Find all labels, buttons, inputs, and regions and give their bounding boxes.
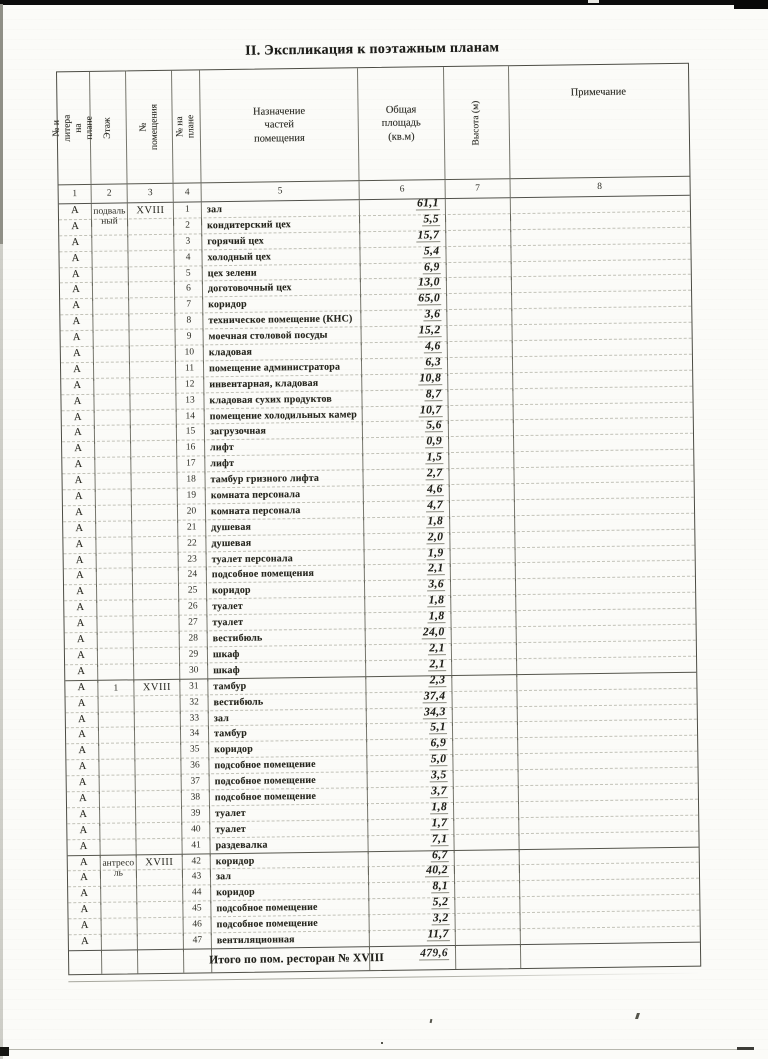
column-number: 4 (174, 183, 202, 201)
room-area-value: 5,0 (430, 753, 447, 766)
litera-value: А (63, 538, 96, 556)
room-area-value: 13,0 (418, 276, 440, 289)
litera-value: А (59, 204, 92, 227)
plan-number-value: 36 (181, 758, 209, 776)
header-area: Общая площадь (кв.м) (358, 67, 446, 180)
room-purpose: моечная столовой посуды (204, 327, 362, 347)
litera-value: А (65, 665, 98, 683)
scan-edge-top (0, 0, 768, 5)
floor-value: 1 (98, 680, 134, 698)
room-purpose: вестибюль (208, 629, 366, 649)
plan-number-value: 28 (180, 631, 208, 649)
room-area-value: 6,3 (425, 356, 442, 369)
room-purpose: цех зелени (203, 264, 361, 284)
room-purpose: комната персонала (206, 502, 364, 522)
plan-number-value: 3 (174, 234, 202, 252)
plan-number-value: 33 (181, 711, 209, 729)
plan-number-value: 34 (181, 727, 209, 745)
room-purpose: кладовая сухих продуктов (204, 391, 362, 411)
plan-number-value: 24 (179, 568, 207, 586)
room-area-value: 1,8 (431, 800, 448, 814)
room-purpose: комната персонала (206, 486, 364, 506)
litera-value: А (59, 252, 92, 270)
room-purpose: туалет персонала (207, 550, 365, 570)
scan-edge-bottom (8, 1049, 740, 1050)
plan-number-value: 31 (180, 679, 208, 697)
plan-number-value: 20 (178, 504, 206, 522)
scan-edge-notch (588, 0, 599, 3)
plan-number-value: 30 (180, 663, 208, 681)
room-area-value: 24,0 (422, 626, 445, 639)
plan-number-value: 6 (175, 282, 203, 300)
room-purpose: вентиляционная (212, 931, 370, 951)
room-area-value: 3,6 (428, 578, 445, 591)
plan-number-value: 14 (177, 409, 205, 427)
room-area-value: 1,9 (427, 546, 444, 559)
room-area-value: 5,2 (432, 896, 449, 909)
room-area-value: 1,8 (428, 610, 445, 623)
total-empty-cell (184, 949, 212, 972)
room-purpose: коридор (203, 296, 361, 316)
room-area-value: 61,1 (417, 197, 439, 210)
plan-number-value: 43 (183, 870, 211, 888)
room-number-value: XVIII (134, 679, 180, 698)
header-note: Примечание (570, 86, 627, 99)
room-purpose: душевая (206, 534, 364, 554)
plan-number-value: 16 (177, 441, 205, 459)
column-number: 6 (360, 180, 446, 199)
plan-number-value: 10 (176, 345, 204, 363)
header-floor: Этаж (90, 71, 128, 183)
litera-value: А (67, 776, 100, 794)
room-purpose: коридор (209, 740, 367, 760)
litera-value: А (62, 426, 95, 444)
room-purpose: шкаф (208, 661, 366, 681)
room-area-value: 5,5 (423, 213, 440, 226)
litera-value: А (61, 331, 94, 349)
scan-doubled-table-edge (68, 973, 701, 983)
room-area-value: 15,7 (417, 228, 440, 242)
scan-speck (635, 1013, 640, 1019)
litera-value: А (63, 522, 96, 540)
litera-value: А (61, 347, 94, 365)
plan-number-value: 21 (178, 520, 206, 538)
room-purpose: коридор (207, 582, 365, 602)
plan-number-value: 11 (176, 361, 204, 379)
floor-value: подваль ный (92, 203, 128, 226)
room-area-value: 1,8 (427, 514, 444, 528)
room-purpose: подсобное помещение (212, 915, 370, 935)
room-area-value: 5,4 (423, 244, 440, 258)
room-area-value: 3,5 (430, 769, 447, 782)
litera-value: А (65, 649, 98, 667)
scan-speck (430, 1019, 433, 1023)
room-purpose: холодный цех (202, 248, 360, 268)
room-purpose: зал (209, 709, 367, 729)
plan-number-value: 17 (177, 457, 205, 475)
plan-number-value: 37 (182, 774, 210, 792)
litera-value: А (60, 283, 93, 301)
room-area-value: 8,1 (432, 880, 449, 893)
plan-number-value: 4 (174, 250, 202, 268)
plan-number-value: 27 (179, 615, 207, 633)
header-purpose: Назначение частей помещения (200, 68, 360, 182)
plan-number-value: 18 (177, 472, 205, 490)
plan-number-value: 25 (179, 584, 207, 602)
litera-value: А (69, 919, 102, 937)
room-purpose: подсобное помещение (210, 772, 368, 792)
room-purpose: доготовочный цех (203, 280, 361, 300)
room-area-value: 65,0 (418, 292, 441, 305)
room-purpose: туалет (210, 804, 368, 824)
litera-value: А (68, 887, 101, 905)
plan-number-value: 45 (183, 901, 211, 919)
room-area-value: 11,7 (427, 928, 449, 941)
plan-number-value: 9 (176, 329, 204, 347)
total-empty-cell (138, 950, 184, 974)
litera-value: А (59, 220, 92, 238)
room-purpose: кондитерский цех (202, 216, 360, 236)
plan-number-value: 5 (175, 266, 203, 284)
plan-number-value: 22 (178, 536, 206, 554)
header-height: Высота (м) (444, 66, 511, 179)
litera-value: А (68, 903, 101, 921)
room-purpose: лифт (205, 454, 363, 474)
litera-value: А (67, 824, 100, 842)
litera-value: А (66, 744, 99, 762)
litera-value: А (64, 569, 97, 587)
room-purpose: тамбур гризного лифта (205, 470, 363, 490)
room-purpose: туалет (210, 820, 368, 840)
litera-value: А (61, 395, 94, 413)
plan-number-value: 23 (179, 552, 207, 570)
room-purpose: техническое помещение (КНС) (203, 311, 361, 331)
room-area-value: 6,9 (430, 737, 447, 750)
plan-number-value: 7 (175, 298, 203, 316)
column-number: 3 (128, 184, 174, 203)
room-number-value: XVIII (128, 203, 174, 227)
room-area-value: 4,6 (425, 340, 441, 353)
plan-number-value: 38 (182, 790, 210, 808)
room-purpose: коридор (211, 852, 369, 877)
litera-value: А (61, 379, 94, 397)
floor-value: антресо ль (101, 855, 137, 878)
document-title: II. Экспликация к поэтажным планам (245, 40, 500, 59)
litera-value: А (64, 601, 97, 619)
litera-value: А (68, 855, 101, 878)
litera-value: А (60, 267, 93, 285)
room-purpose: туалет (207, 597, 365, 617)
room-area-value: 4,6 (427, 483, 443, 496)
litera-value: А (66, 728, 99, 746)
room-purpose: коридор (211, 883, 369, 903)
room-purpose: инвентарная, кладовая (204, 375, 362, 395)
litera-value: А (62, 410, 95, 428)
room-purpose: кладовая (204, 343, 362, 363)
plan-number-value: 39 (182, 806, 210, 824)
room-area-value: 1,8 (428, 594, 445, 607)
room-purpose: подсобное помещения (207, 566, 365, 586)
litera-value: А (60, 315, 93, 333)
room-number-value: XVIII (137, 854, 183, 878)
litera-value: А (59, 236, 92, 254)
room-area-value: 3,6 (424, 308, 441, 321)
room-purpose: лифт (205, 439, 363, 459)
column-number: 7 (446, 179, 511, 198)
plan-number-value: 42 (183, 854, 211, 877)
room-purpose: загрузочная (205, 423, 363, 443)
litera-value: А (66, 696, 99, 714)
plan-number-value: 15 (177, 425, 205, 443)
room-purpose: помещение администратора (204, 359, 362, 379)
explication-document (51, 38, 702, 982)
room-area-value: 2,1 (429, 657, 446, 671)
room-purpose: подсобное помещение (211, 899, 369, 919)
litera-value: А (61, 363, 94, 381)
litera-value: А (64, 617, 97, 635)
room-area-value: 1,5 (426, 451, 443, 464)
column-number: 5 (202, 181, 360, 201)
scan-corner-mark (0, 1047, 9, 1056)
room-area-value: 40,2 (426, 864, 448, 877)
litera-value: А (68, 871, 101, 889)
room-purpose: подсобное помещение (210, 788, 368, 808)
litera-value: А (64, 553, 97, 571)
room-purpose: помещение холодильных камер (205, 407, 363, 427)
litera-value: А (63, 490, 96, 508)
room-area-value: 6,9 (424, 260, 440, 273)
floor-value (102, 934, 138, 952)
room-area-value: 6,7 (432, 848, 448, 861)
litera-value: А (67, 792, 100, 810)
plan-number-value: 2 (174, 218, 202, 236)
room-area-value: 2,1 (428, 562, 444, 575)
litera-value: А (62, 474, 95, 492)
room-area-value: 1,7 (431, 816, 448, 830)
room-area-value: 5,6 (426, 419, 442, 432)
plan-number-value: 29 (180, 647, 208, 665)
scan-mark-bottom-right (737, 1047, 754, 1050)
table-body (59, 196, 700, 950)
litera-value: А (67, 839, 100, 857)
explication-table (51, 63, 701, 975)
plan-number-value: 8 (175, 314, 203, 332)
room-area-value: 2,3 (429, 673, 446, 687)
column-number: 2 (92, 184, 128, 202)
room-area-value: 10,7 (419, 403, 442, 417)
room-purpose: горячий цех (202, 232, 360, 252)
plan-number-value: 19 (178, 488, 206, 506)
total-area-value: 479,6 (370, 946, 456, 970)
plan-number-value: 47 (184, 933, 212, 951)
header-plan-number: № на плане (172, 70, 202, 182)
room-area-value: 7,1 (431, 832, 448, 845)
litera-value: А (64, 585, 97, 603)
room-purpose: подсобное помещение (209, 756, 367, 776)
total-label: Итого по пом. ресторан № XVIII (212, 947, 370, 972)
room-purpose: тамбур (208, 677, 366, 697)
plan-number-value: 46 (184, 917, 212, 935)
litera-value: А (65, 633, 98, 651)
room-area-value: 0,9 (426, 435, 443, 448)
litera-value: А (63, 506, 96, 524)
plan-number-value: 26 (179, 600, 207, 618)
plan-number-value: 1 (174, 202, 202, 225)
plan-number-value: 41 (182, 838, 210, 856)
room-area-value: 2,0 (427, 530, 444, 544)
room-purpose: шкаф (208, 645, 366, 665)
room-purpose: туалет (207, 613, 365, 633)
room-area-value: 4,7 (427, 499, 444, 512)
litera-value: А (60, 299, 93, 317)
scan-edge-top-right (734, 0, 768, 9)
header-room-number: № помещения (126, 71, 174, 184)
room-purpose: тамбур (209, 725, 367, 745)
total-empty-cell (102, 950, 138, 973)
litera-value: А (67, 808, 100, 826)
litera-value: А (62, 458, 95, 476)
litera-value: А (65, 681, 98, 699)
column-number: 1 (59, 185, 92, 203)
room-area-value: 5,1 (430, 721, 447, 734)
scan-speck (381, 1042, 383, 1044)
total-empty-cell (521, 943, 699, 968)
total-empty-cell (456, 945, 521, 969)
plan-number-value: 40 (182, 822, 210, 840)
table-header-row (51, 64, 689, 185)
room-purpose: раздевалка (210, 836, 368, 856)
room-area-value: 3,7 (431, 785, 447, 798)
plan-number-value: 32 (181, 695, 209, 713)
room-area-value: 10,8 (419, 371, 442, 385)
header-litera: № и литера на плане (57, 72, 92, 184)
room-purpose: вестибюль (209, 693, 367, 713)
room-area-value: 37,4 (423, 689, 446, 703)
plan-number-value: 35 (181, 743, 209, 761)
room-area-value: 8,7 (425, 387, 442, 401)
scan-edge-left (0, 4, 3, 1059)
plan-number-value: 44 (183, 886, 211, 904)
room-area-value: 15,2 (418, 324, 441, 337)
room-area-value: 2,1 (429, 642, 445, 655)
room-area-value: 3,2 (432, 912, 449, 925)
room-purpose: зал (211, 868, 369, 888)
plan-number-value: 13 (176, 393, 204, 411)
room-area-value: 34,3 (423, 705, 446, 718)
total-empty-cell (69, 951, 102, 974)
room-area-value: 2,7 (426, 467, 443, 480)
plan-number-value: 12 (176, 377, 204, 395)
room-purpose: зал (202, 200, 360, 225)
litera-value: А (62, 442, 95, 460)
litera-value: А (69, 935, 102, 953)
litera-value: А (66, 760, 99, 778)
column-number: 8 (597, 181, 603, 192)
litera-value: А (66, 712, 99, 730)
room-purpose: душевая (206, 518, 364, 538)
